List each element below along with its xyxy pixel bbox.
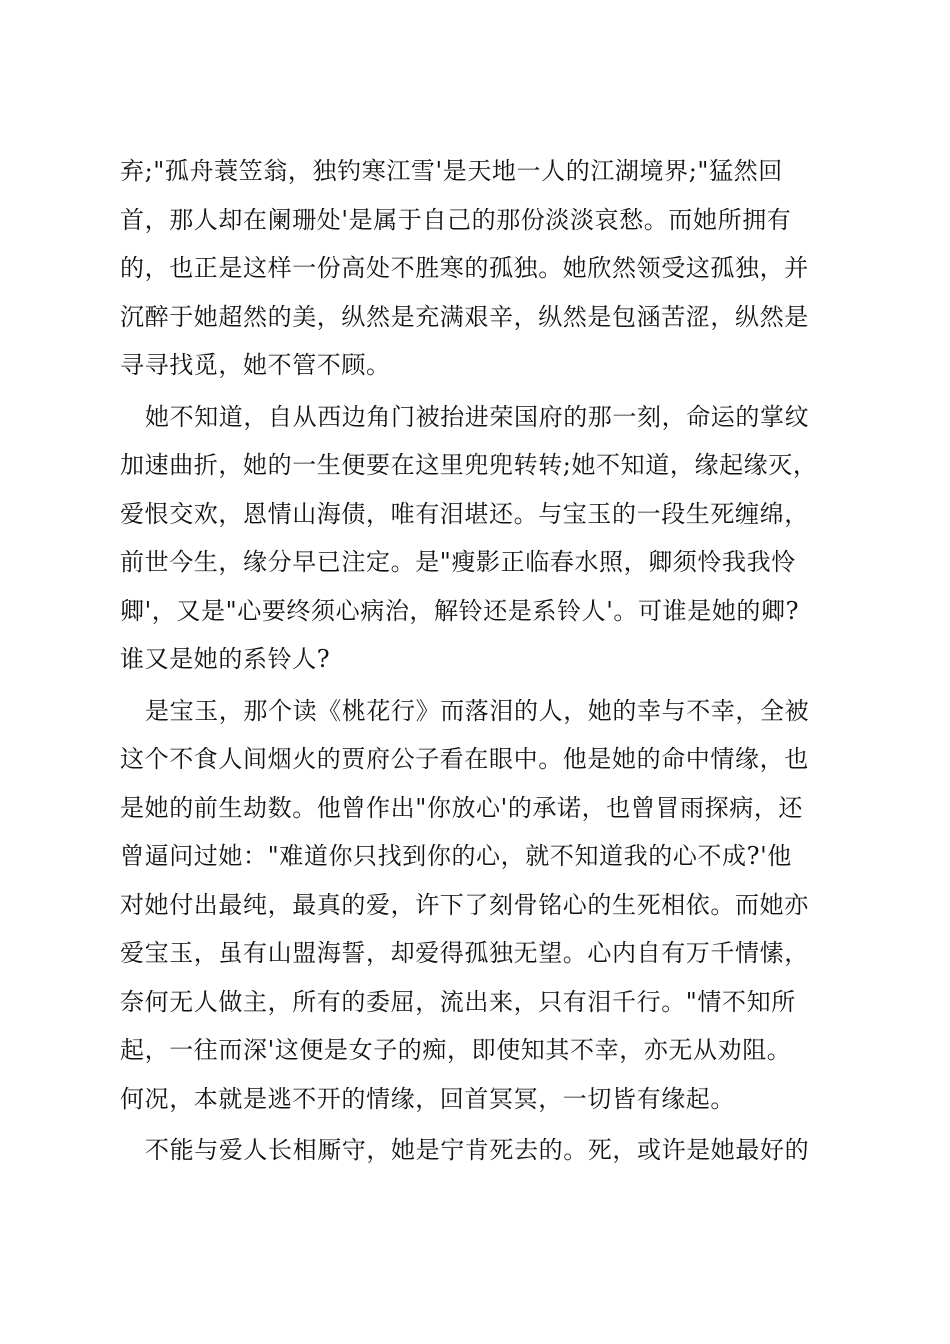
paragraph-start-line: 她不知道，自从西边角门被抬进荣国府的那一刻，命运的掌纹 xyxy=(145,402,810,431)
text-line: 起，一往而深'这便是女子的痴，即使知其不幸，亦无从劝阻。 xyxy=(120,1036,792,1064)
text-line: 首，那人却在阑珊处'是属于自己的那份淡淡哀愁。而她所拥有 xyxy=(120,205,792,234)
text-line: 卿'，又是"心要终须心病治，解铃还是系铃人'。可谁是她的卿? xyxy=(120,596,800,625)
text-line: 曾逼问过她："难道你只找到你的心，就不知道我的心不成?'他 xyxy=(120,842,792,870)
text-line: 弃;"孤舟蓑笠翁，独钓寒江雪'是天地一人的江湖境界;"猛然回 xyxy=(120,157,783,185)
text-line: 沉醉于她超然的美，纵然是充满艰辛，纵然是包涵苦涩，纵然是 xyxy=(120,302,809,331)
text-line: 谁又是她的系铃人? xyxy=(120,645,331,673)
text-line: 前世今生，缘分早已注定。是"瘦影正临春水照，卿须怜我我怜 xyxy=(120,548,796,576)
text-line: 加速曲折，她的一生便要在这里兜兜转转;她不知道，缘起缘灭， xyxy=(120,451,818,479)
text-line: 是她的前生劫数。他曾作出"你放心'的承诺，也曾冒雨探病，还 xyxy=(120,793,804,822)
paragraph-start-line: 是宝玉，那个读《桃花行》而落泪的人，她的幸与不幸，全被 xyxy=(145,696,810,725)
text-line: 寻寻找觅，她不管不顾。 xyxy=(120,351,391,379)
text-line: 何况，本就是逃不开的情缘，回首冥冥，一切皆有缘起。 xyxy=(120,1084,735,1113)
article-body xyxy=(120,147,832,1175)
text-line: 奈何无人做主，所有的委屈，流出来，只有泪千行。"情不知所 xyxy=(120,987,796,1016)
text-line: 对她付出最纯，最真的爱，许下了刻骨铭心的生死相依。而她亦 xyxy=(120,890,809,919)
text-line: 的，也正是这样一份高处不胜寒的孤独。她欣然领受这孤独，并 xyxy=(120,254,809,282)
text-line: 爱宝玉，虽有山盟海誓，却爱得孤独无望。心内自有万千情愫， xyxy=(120,939,809,967)
text-line: 这个不食人间烟火的贾府公子看在眼中。他是她的命中情缘，也 xyxy=(120,745,809,773)
text-line: 爱恨交欢，恩情山海债，唯有泪堪还。与宝玉的一段生死缠绵， xyxy=(120,499,809,528)
paragraph-start-line: 不能与爱人长相厮守，她是宁肯死去的。死，或许是她最好的 xyxy=(145,1136,810,1164)
